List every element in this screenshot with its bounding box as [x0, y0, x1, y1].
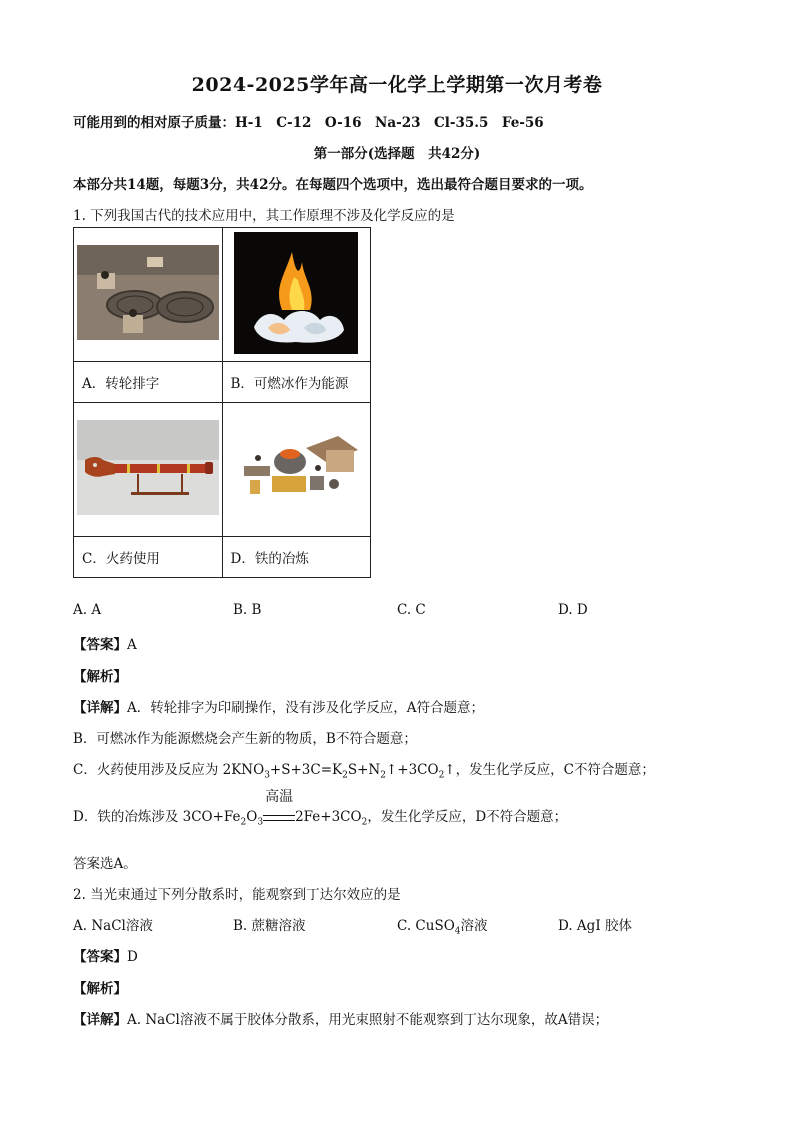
q2-analysis-label: 【解析】 — [73, 981, 127, 997]
reaction-condition: 高温 — [265, 789, 294, 805]
cell-d-image — [222, 403, 371, 537]
detail-c-part: +S+3C=K — [269, 762, 343, 778]
q1-option-a: A. A — [73, 602, 102, 618]
q1-conclusion: 答案选A。 — [73, 856, 137, 872]
q1-detail-a — [73, 696, 484, 716]
q1-analysis-label: 【解析】 — [73, 669, 127, 685]
answer-label: 【答案】 — [73, 949, 127, 965]
cell-b-image — [222, 228, 371, 362]
detail-a-text: A. NaCl溶液不属于胶体分散系，用光束照射不能观察到丁达尔现象，故A错误； — [127, 1012, 609, 1028]
cell-a-caption: A．转轮排字 — [74, 362, 223, 403]
subscript: 2 — [380, 770, 386, 781]
opt-c-part: C. CuSO — [397, 918, 455, 934]
detail-d-part: D．铁的冶炼涉及 3CO+Fe — [73, 809, 241, 825]
question-2-stem: 2. 当光束通过下列分散系时，能观察到丁达尔效应的是 — [73, 887, 401, 903]
opt-c-part: 溶液 — [460, 918, 488, 934]
q2-option-b: B. 蔗糖溶液 — [233, 918, 306, 934]
detail-c-part: ↑+3CO — [385, 762, 439, 778]
answer-value: D — [127, 949, 138, 965]
gunpowder-rocket-image — [77, 420, 219, 515]
q1-detail-b: B．可燃冰作为能源燃烧会产生新的物质，B不符合题意； — [73, 731, 417, 747]
q1-detail-d — [73, 789, 568, 828]
burning-combustible-ice-image — [234, 232, 358, 354]
q1-answer — [73, 633, 137, 653]
exam-title: 2024-2025学年高一化学上学期第一次月考卷 — [191, 74, 603, 96]
subscript: 3 — [264, 770, 270, 781]
reaction-condition-arrow — [263, 789, 295, 825]
iron-smelting-image — [234, 428, 358, 508]
detail-label: 【详解】 — [73, 1012, 127, 1028]
subscript: 2 — [240, 817, 247, 828]
q2-answer — [73, 945, 138, 965]
q1-option-c: C. C — [397, 602, 426, 618]
atomic-masses: 可能用到的相对原子质量：H-1 C-12 O-16 Na-23 Cl-35.5 Fe-56 — [73, 115, 544, 131]
detail-c-part: C．火药使用涉及反应为 2KNO — [73, 762, 265, 778]
q2-detail-a — [73, 1008, 608, 1028]
detail-c-part: ↑，发生化学反应，C不符合题意； — [444, 762, 655, 778]
detail-c-part: S+N — [347, 762, 381, 778]
cell-c-caption: C．火药使用 — [74, 537, 223, 578]
question-1-stem: 1. 下列我国古代的技术应用中，其工作原理不涉及化学反应的是 — [73, 208, 455, 224]
subscript: 2 — [342, 770, 348, 781]
section-instructions: 本部分共14题，每题3分，共42分。在每题四个选项中，选出最符合题目要求的一项。 — [73, 177, 593, 193]
q2-option-c — [397, 914, 488, 937]
answer-value: A — [127, 637, 137, 653]
question-1-image-table — [73, 227, 371, 578]
detail-d-part: ，发生化学反应，D不符合题意； — [367, 809, 568, 825]
cell-b-caption: B．可燃冰作为能源 — [222, 362, 371, 403]
subscript: 4 — [454, 926, 461, 937]
cell-d-caption: D．铁的冶炼 — [222, 537, 371, 578]
answer-label: 【答案】 — [73, 637, 127, 653]
q1-option-d: D. D — [558, 602, 588, 618]
movable-type-printing-image — [77, 245, 219, 340]
detail-label: 【详解】 — [73, 700, 127, 716]
detail-a-text: A．转轮排字为印刷操作，没有涉及化学反应，A符合题意； — [127, 700, 484, 716]
detail-d-part: O — [246, 809, 258, 825]
q1-option-b: B. B — [233, 602, 262, 618]
part-heading: 第一部分(选择题 共42分) — [313, 146, 481, 162]
subscript: 3 — [257, 817, 264, 828]
q2-option-d: D. AgI 胶体 — [558, 918, 632, 934]
detail-d-part: 2Fe+3CO — [295, 809, 362, 825]
equals-double-line — [263, 815, 295, 821]
q1-detail-c — [73, 758, 655, 781]
cell-c-image — [74, 403, 223, 537]
cell-a-image — [74, 228, 223, 362]
q2-option-a: A. NaCl溶液 — [73, 918, 153, 934]
subscript: 2 — [438, 770, 445, 781]
subscript: 2 — [361, 817, 368, 828]
